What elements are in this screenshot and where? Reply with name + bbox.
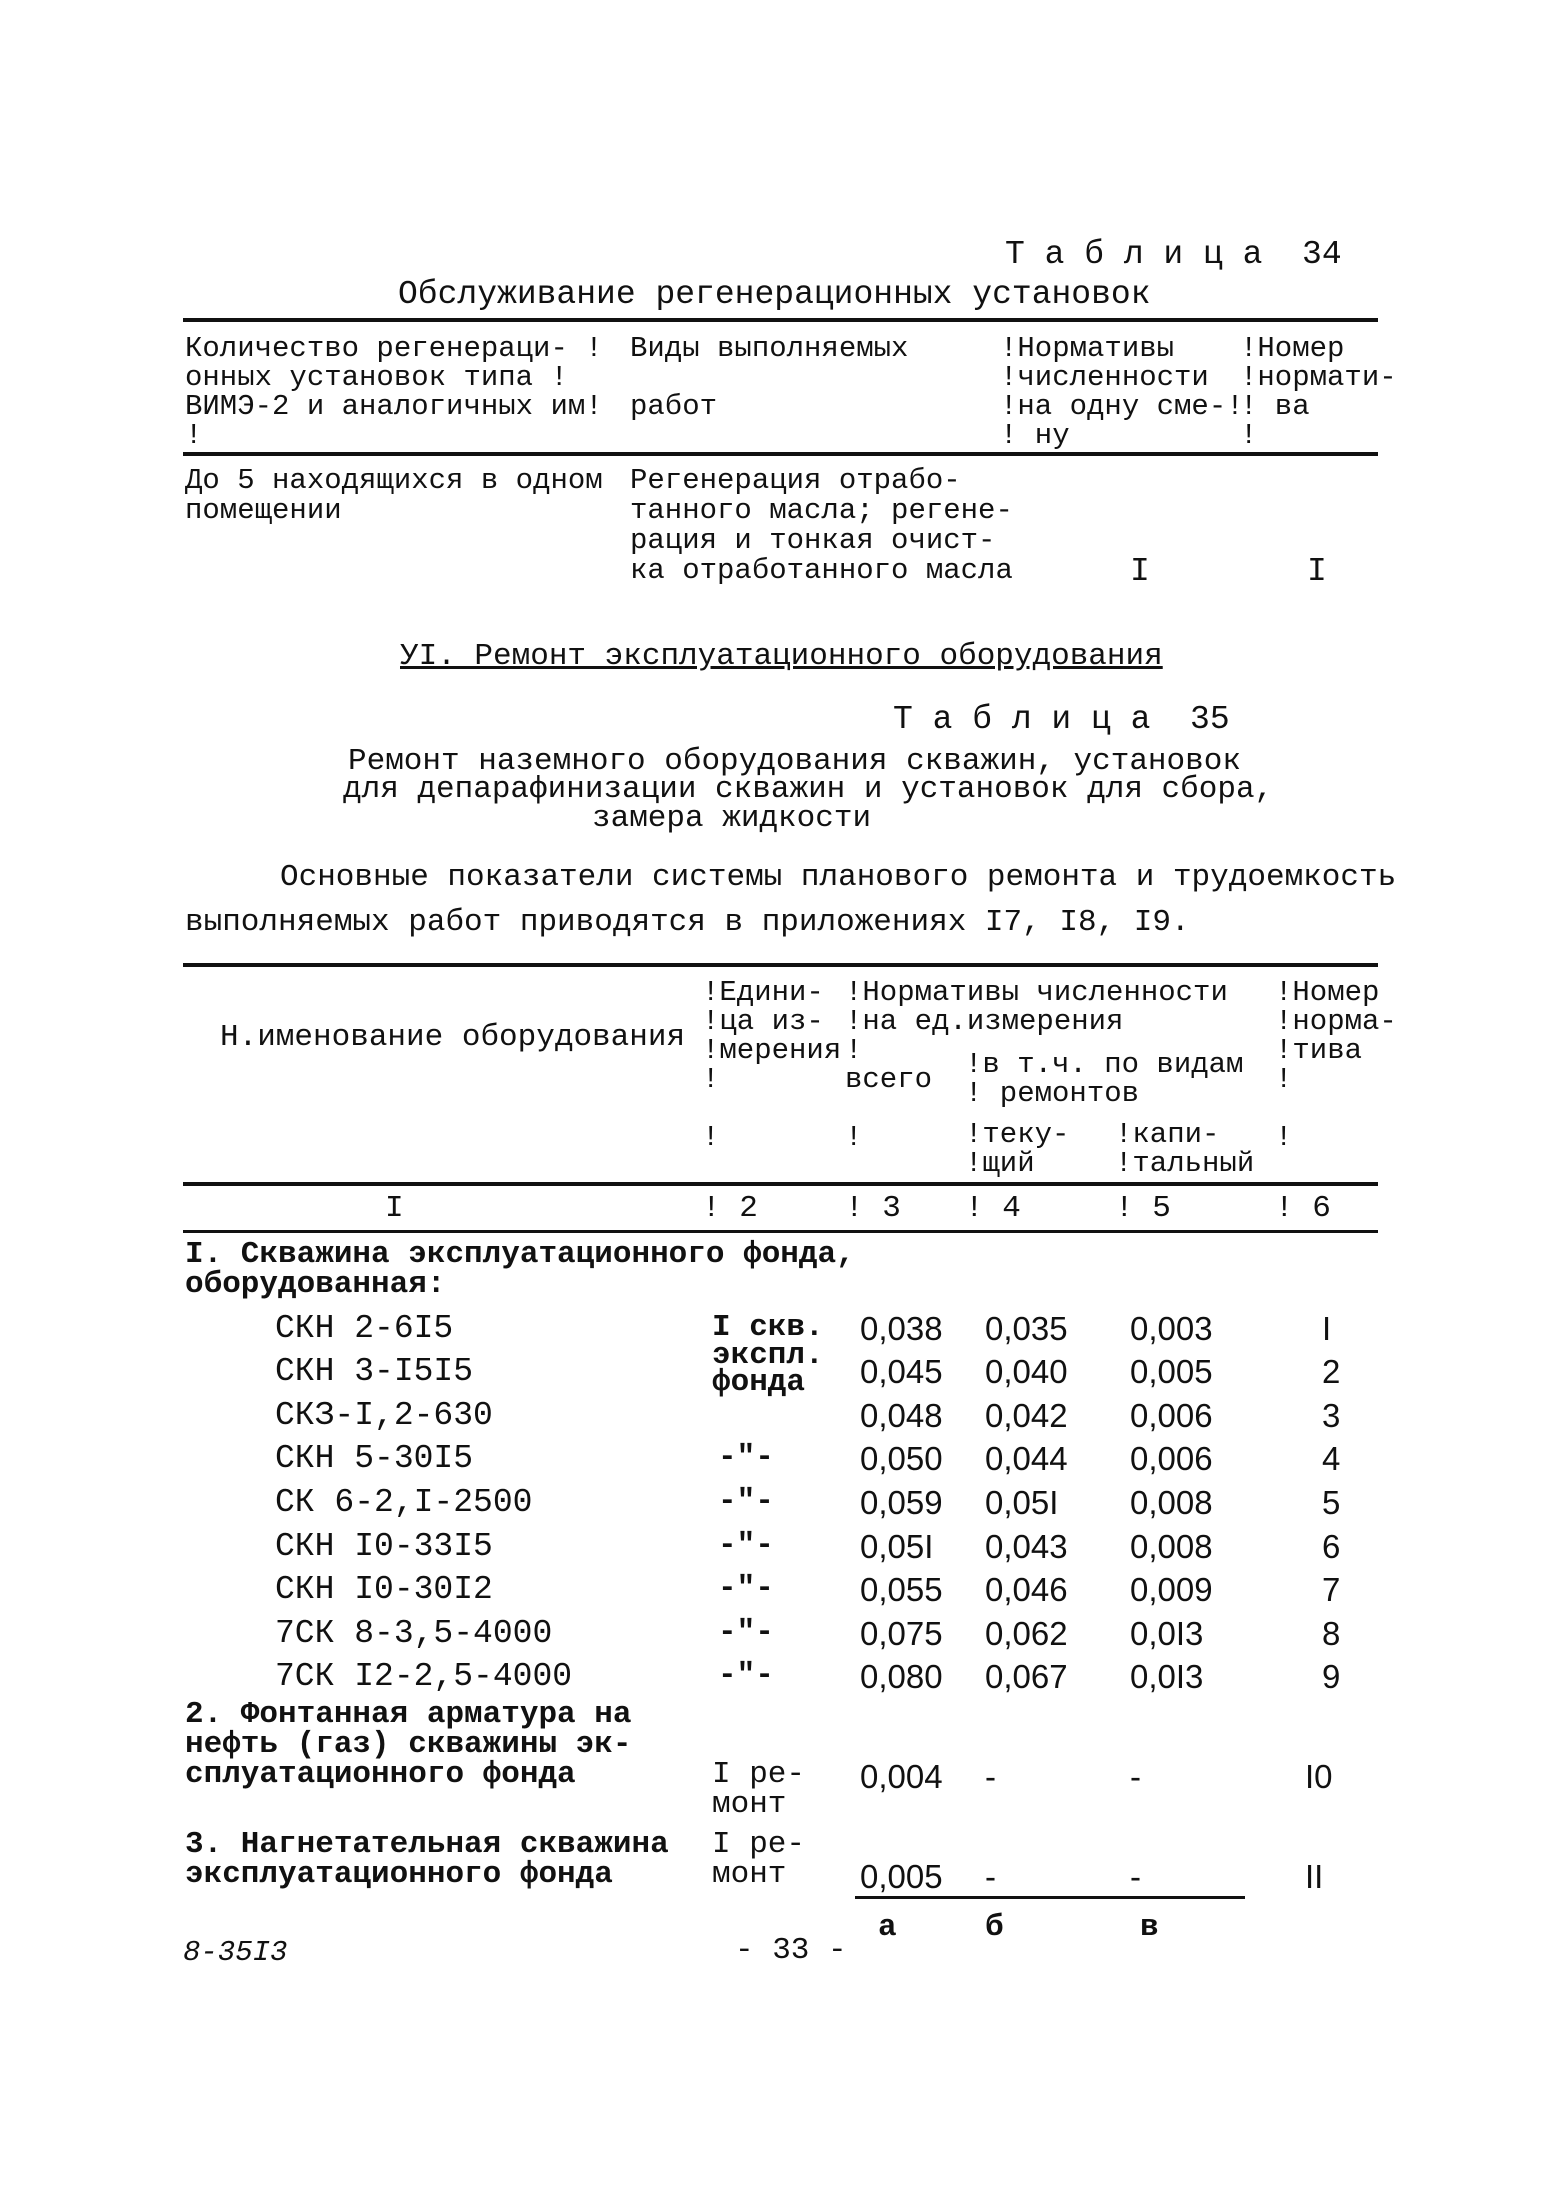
table-row-current: 0,040	[985, 1353, 1068, 1390]
table-row-number: 8	[1322, 1615, 1341, 1652]
col-number-4: ! 4	[965, 1191, 1021, 1226]
table-row-capital: 0,0I3	[1130, 1615, 1204, 1652]
table-row-number: 3	[1322, 1397, 1341, 1434]
table35-header-rule	[183, 1182, 1378, 1186]
table34-row-works: Регенерация отрабо- танного масла; регене- рация и тонкая очист- ка отработанного масла	[630, 464, 1013, 587]
col-number-5: ! 5	[1115, 1191, 1171, 1226]
table-row-capital: 0,005	[1130, 1353, 1213, 1390]
table-row-number: 9	[1322, 1658, 1341, 1695]
table-row-total: 0,055	[860, 1571, 943, 1608]
table-row-number: 7	[1322, 1571, 1341, 1608]
table-row-number: 5	[1322, 1484, 1341, 1521]
table34-header-norms: !Нормативы !численности !на одну сме-! ! ну	[1000, 332, 1244, 452]
footnote-letter-b: б	[985, 1910, 1004, 1945]
page-number: - 33 -	[735, 1933, 847, 1968]
item-3-number: II	[1305, 1858, 1324, 1895]
footnote-letter-v: в	[1140, 1910, 1159, 1945]
table34-row-norm: I	[1130, 553, 1150, 590]
table-row-current: 0,042	[985, 1397, 1068, 1434]
table-row-current: 0,044	[985, 1440, 1068, 1477]
table35-title-line-3: замера жидкости	[592, 801, 872, 836]
table-row-unit: -"-	[718, 1571, 774, 1606]
table-row-name: СКН I0-33I5	[275, 1528, 493, 1565]
table-row-number: I	[1322, 1310, 1332, 1347]
table35-numbers-rule	[183, 1230, 1378, 1233]
table34-title: Обслуживание регенерационных установок	[398, 276, 1151, 313]
table-row-unit: -"-	[718, 1528, 774, 1563]
table-row-total: 0,05I	[860, 1528, 934, 1565]
table34-header-number: !Номер !нормати- ! ва !	[1240, 332, 1397, 452]
item-2-unit: I ре- монт	[712, 1757, 806, 1822]
col-number-6: ! 6	[1275, 1191, 1331, 1226]
table35-top-rule	[183, 963, 1378, 967]
table-row-unit: экспл.	[712, 1338, 824, 1373]
table-row-total: 0,059	[860, 1484, 943, 1521]
item-3-capital: -	[1130, 1858, 1141, 1895]
table35-header-number: !Номер !норма- !тива ! !	[1275, 976, 1397, 1154]
table-row-name: СК 6-2,I-2500	[275, 1484, 533, 1521]
item-3-total: 0,005	[860, 1858, 943, 1895]
table-row-total: 0,048	[860, 1397, 943, 1434]
table35-title-line-1: Ремонт наземного оборудования скважин, установок	[348, 744, 1241, 779]
item-2-name: 2. Фонтанная арматура на нефть (газ) скважины эк- сплуатационного фонда	[185, 1697, 632, 1792]
table34-header-quantity: Количество регенераци- ! онных установок типа ! ВИМЭ-2 и аналогичных им! !	[185, 332, 603, 452]
table35-header-total: ! всего !	[845, 1034, 933, 1154]
table-row-name: СКН 5-30I5	[275, 1440, 474, 1477]
table35-intro-line-2: выполняемых работ приводятся в приложениях I7, I8, I9.	[185, 905, 1190, 940]
table-row-name: 7СК I2-2,5-4000	[275, 1658, 573, 1695]
table-row-unit: -"-	[718, 1615, 774, 1650]
item-2-capital: -	[1130, 1758, 1141, 1795]
table-row-total: 0,080	[860, 1658, 943, 1695]
table35-title-line-2: для депарафинизации скважин и установок для сбора,	[343, 772, 1274, 807]
table-row-capital: 0,006	[1130, 1397, 1213, 1434]
table-row-capital: 0,003	[1130, 1310, 1213, 1347]
table-row-name: СКН 2-6I5	[275, 1310, 454, 1347]
table34-row-quantity: До 5 находящихся в одном помещении	[185, 464, 603, 527]
table34-label: Т а б л и ц а 34	[1005, 236, 1342, 273]
table-row-total: 0,045	[860, 1353, 943, 1390]
archive-stamp: 8-35I3	[183, 1936, 288, 1969]
table-row-number: 2	[1322, 1353, 1341, 1390]
table-row-unit: фонда	[712, 1365, 806, 1400]
table34-row-number: I	[1307, 553, 1327, 590]
table-row-capital: 0,008	[1130, 1528, 1213, 1565]
col-number-1: I	[385, 1191, 404, 1226]
table-row-name: СКН 3-I5I5	[275, 1353, 474, 1390]
item-3-unit: I ре- монт	[712, 1827, 806, 1892]
table-row-name: СКЗ-I,2-630	[275, 1397, 493, 1434]
table35-header-current: !теку- !щий	[965, 1118, 1070, 1180]
table-row-total: 0,075	[860, 1615, 943, 1652]
col-number-2: ! 2	[702, 1191, 758, 1226]
table35-intro-line-1: Основные показатели системы планового ремонта и трудоемкость	[280, 860, 1397, 895]
item-2-number: I0	[1305, 1758, 1333, 1795]
item-3-name: 3. Нагнетательная скважина эксплуатационного фонда	[185, 1827, 669, 1892]
table-row-number: 4	[1322, 1440, 1341, 1477]
table35-bottom-rule	[855, 1896, 1245, 1899]
table-row-unit: -"-	[718, 1440, 774, 1475]
table35-header-name: Н.именование оборудования	[220, 1020, 686, 1055]
table-row-capital: 0,008	[1130, 1484, 1213, 1521]
group-1-title: I. Скважина эксплуатационного фонда, оборудованная:	[185, 1237, 855, 1302]
table-row-current: 0,046	[985, 1571, 1068, 1608]
table35-header-norms-group: !Нормативы численности !на ед.измерения	[845, 976, 1228, 1038]
table-row-number: 6	[1322, 1528, 1341, 1565]
footnote-letter-a: а	[878, 1910, 897, 1945]
table-row-current: 0,035	[985, 1310, 1068, 1347]
table-row-current: 0,067	[985, 1658, 1068, 1695]
section-heading: УI. Ремонт эксплуатационного оборудования	[400, 639, 1163, 674]
table-row-current: 0,062	[985, 1615, 1068, 1652]
table35-header-capital: !капи- !тальный	[1115, 1118, 1255, 1180]
table34-header-works: Виды выполняемых работ	[630, 332, 909, 423]
table-row-unit: I скв.	[712, 1310, 824, 1345]
table-row-capital: 0,0I3	[1130, 1658, 1204, 1695]
table-row-total: 0,038	[860, 1310, 943, 1347]
table-row-name: 7СК 8-3,5-4000	[275, 1615, 553, 1652]
table34-top-rule	[183, 318, 1378, 322]
table35-header-unit: !Едини- !ца из- !мерения ! !	[702, 976, 842, 1154]
table-row-capital: 0,009	[1130, 1571, 1213, 1608]
table34-header-rule	[183, 452, 1378, 456]
table-row-unit: -"-	[718, 1658, 774, 1693]
table-row-current: 0,043	[985, 1528, 1068, 1565]
item-2-total: 0,004	[860, 1758, 943, 1795]
table35-header-by-type: !в т.ч. по видам ! ремонтов	[965, 1048, 1244, 1110]
item-2-current: -	[985, 1758, 996, 1795]
col-number-3: ! 3	[845, 1191, 901, 1226]
table-row-unit: -"-	[718, 1484, 774, 1519]
table-row-name: СКН I0-30I2	[275, 1571, 493, 1608]
table-row-capital: 0,006	[1130, 1440, 1213, 1477]
item-3-current: -	[985, 1858, 996, 1895]
table-row-total: 0,050	[860, 1440, 943, 1477]
table-row-current: 0,05I	[985, 1484, 1059, 1521]
table35-label: Т а б л и ц а 35	[893, 701, 1230, 738]
